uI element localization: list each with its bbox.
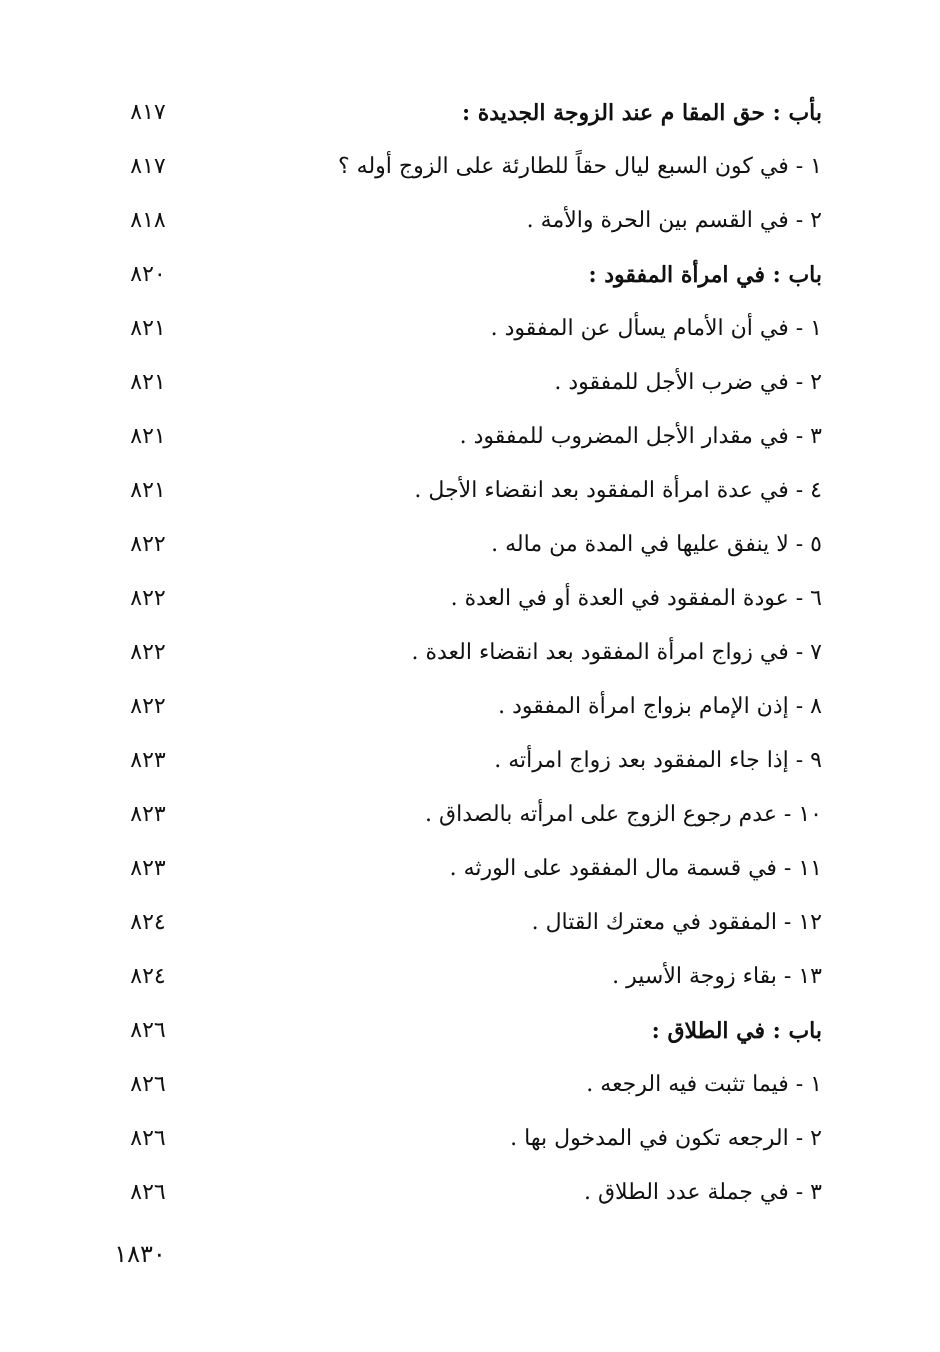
toc-row <box>110 844 822 898</box>
toc-entry-page: ٨٢٦ <box>130 1126 166 1151</box>
toc-entry-page: ٨٢٢ <box>130 694 166 719</box>
toc-row <box>110 304 822 358</box>
toc-entry-title: ٢ - في ضرب الأجل للمفقود . <box>554 370 822 395</box>
toc-row <box>110 412 822 466</box>
toc-entry-page: ٨٢٣ <box>130 802 166 827</box>
toc-row <box>110 952 822 1006</box>
toc-entry-page: ٨٢١ <box>130 424 166 449</box>
toc-entry-page: ٨٢٢ <box>130 640 166 665</box>
toc-row <box>110 628 822 682</box>
toc-row <box>110 1006 822 1060</box>
toc-entry-title: ٩ - إذا جاء المفقود بعد زواج امرأته . <box>494 748 822 773</box>
toc-entry-page: ٨٢٢ <box>130 586 166 611</box>
toc-entry-page: ٨١٧ <box>130 154 166 179</box>
toc-row <box>110 682 822 736</box>
toc-entry-title: ٦ - عودة المفقود في العدة أو في العدة . <box>450 586 822 611</box>
toc-row <box>110 1114 822 1168</box>
toc-entry-title: بأب : حق المقا م عند الزوجة الجديدة : <box>461 100 822 126</box>
toc-entry-title: ٢ - الرجعه تكون في المدخول بها . <box>510 1126 822 1151</box>
toc-entry-title: باب : في الطلاق : <box>651 1018 822 1044</box>
toc-entry-page: ٨٢٤ <box>130 910 166 935</box>
toc-entry-title: ١٠ - عدم رجوع الزوج على امرأته بالصداق . <box>425 802 822 827</box>
toc-entry-page: ٨٢٠ <box>130 262 166 287</box>
toc-row <box>110 250 822 304</box>
toc-entry-page: ٨١٨ <box>130 208 166 233</box>
toc-entry-title: ٣ - في مقدار الأجل المضروب للمفقود . <box>459 424 822 449</box>
toc-entry-title: ٨ - إذن الإمام بزواج امرأة المفقود . <box>498 694 822 719</box>
toc-entry-title: ٤ - في عدة امرأة المفقود بعد انقضاء الأجل . <box>414 478 822 503</box>
toc-row <box>110 790 822 844</box>
toc-entry-title: باب : في امرأة المفقود : <box>588 262 822 288</box>
toc-entry-title: ١١ - في قسمة مال المفقود على الورثه . <box>449 856 822 881</box>
toc-entry-title: ١٣ - بقاء زوجة الأسير . <box>612 964 822 989</box>
toc-entry-title: ١ - في كون السبع ليال حقاً للطارئة على الزوج أوله ؟ <box>337 154 822 179</box>
toc-row <box>110 1168 822 1222</box>
table-of-contents <box>110 88 822 1222</box>
toc-row <box>110 466 822 520</box>
toc-row <box>110 196 822 250</box>
toc-entry-page: ٨٢٤ <box>130 964 166 989</box>
toc-entry-page: ٨٢٣ <box>130 856 166 881</box>
toc-entry-page: ٨٢١ <box>130 478 166 503</box>
toc-entry-page: ٨٢١ <box>130 316 166 341</box>
toc-entry-title: ١٢ - المفقود في معترك القتال . <box>531 910 822 935</box>
toc-entry-page: ٨١٧ <box>130 100 166 125</box>
toc-row <box>110 736 822 790</box>
toc-row <box>110 358 822 412</box>
page-number: ١٨٣٠ <box>114 1240 166 1268</box>
toc-entry-title: ٧ - في زواج امرأة المفقود بعد انقضاء العدة . <box>411 640 822 665</box>
toc-entry-page: ٨٢١ <box>130 370 166 395</box>
toc-entry-page: ٨٢٢ <box>130 532 166 557</box>
toc-row <box>110 142 822 196</box>
toc-entry-title: ٥ - لا ينفق عليها في المدة من ماله . <box>491 532 822 557</box>
toc-entry-title: ٣ - في جملة عدد الطلاق . <box>584 1180 822 1205</box>
toc-entry-page: ٨٢٣ <box>130 748 166 773</box>
toc-row <box>110 1060 822 1114</box>
toc-entry-page: ٨٢٦ <box>130 1072 166 1097</box>
toc-row <box>110 574 822 628</box>
toc-row <box>110 898 822 952</box>
toc-entry-page: ٨٢٦ <box>130 1018 166 1043</box>
toc-entry-title: ٢ - في القسم بين الحرة والأمة . <box>526 208 822 233</box>
toc-entry-title: ١ - في أن الأمام يسأل عن المفقود . <box>490 316 822 341</box>
toc-entry-title: ١ - فيما تثبت فيه الرجعه . <box>586 1072 822 1097</box>
toc-row <box>110 520 822 574</box>
toc-entry-page: ٨٢٦ <box>130 1180 166 1205</box>
toc-row <box>110 88 822 142</box>
